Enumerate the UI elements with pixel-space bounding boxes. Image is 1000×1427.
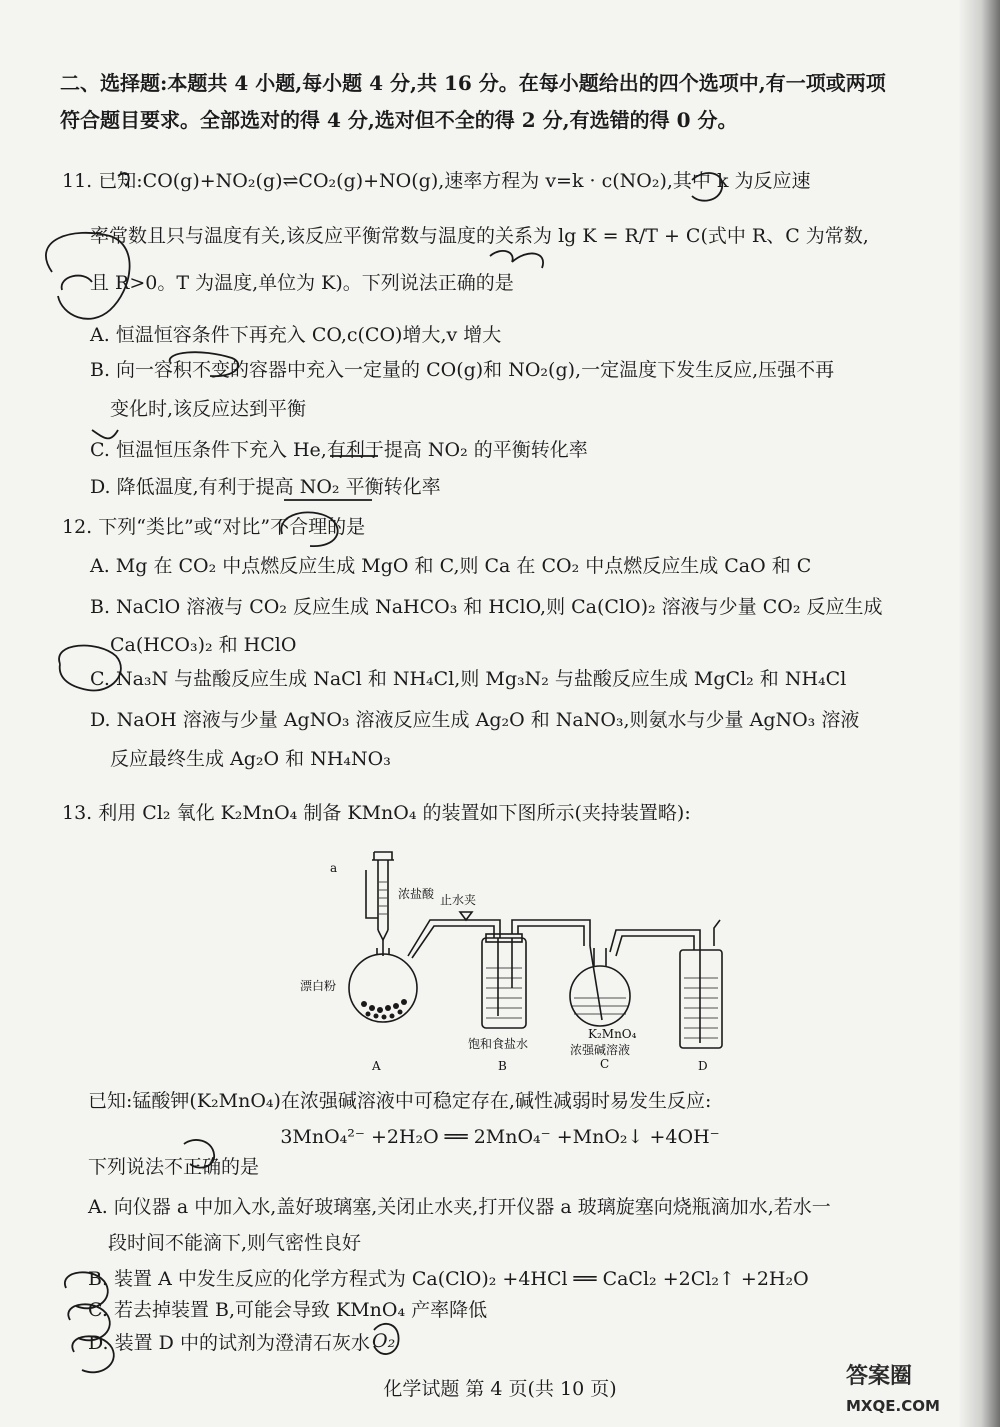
- q12-option-b-line2: Ca(HCO₃)₂ 和 HClO: [110, 634, 297, 656]
- cylinder-d: [680, 950, 722, 1048]
- q11-stem-line1: 11. 已知:CO(g)+NO₂(g)⇌CO₂(g)+NO(g),速率方程为 v=k · c(NO₂),其中 k 为反应速: [62, 170, 811, 192]
- q12-option-c: C. Na₃N 与盐酸反应生成 NaCl 和 NH₄Cl,则 Mg₃N₂ 与盐酸反应生成 MgCl₂ 和 NH₄Cl: [90, 668, 847, 690]
- section-heading-line2: 符合题目要求。全部选对的得 4 分,选对但不全的得 2 分,有选错的得 0 分。: [60, 108, 738, 132]
- q11-option-b-line2: 变化时,该反应达到平衡: [110, 398, 307, 420]
- flask-c: [570, 966, 630, 1026]
- label-alkali: 浓强碱溶液: [570, 1043, 631, 1057]
- funnel-stopper: [372, 852, 394, 860]
- apparatus-diagram: [300, 838, 740, 1073]
- handwritten-note: O₂: [372, 1330, 396, 1352]
- clamp-icon: [460, 912, 472, 920]
- q13-known-line: 已知:锰酸钾(K₂MnO₄)在浓强碱溶液中可稳定存在,碱性减弱时易发生反应:: [88, 1090, 712, 1112]
- pressure-tube: [366, 870, 378, 918]
- q12-option-d-line2: 反应最终生成 Ag₂O 和 NH₄NO₃: [110, 748, 391, 770]
- q13-option-b: B. 装置 A 中发生反应的化学方程式为 Ca(ClO)₂ +4HCl ══ CaCl₂ +2Cl₂↑ +2H₂O: [88, 1268, 809, 1290]
- label-clamp: 止水夹: [440, 893, 477, 907]
- q13-stem: 13. 利用 Cl₂ 氧化 K₂MnO₄ 制备 KMnO₄ 的装置如下图所示(夹持装置略):: [62, 802, 691, 824]
- label-D: D: [698, 1059, 708, 1073]
- q11-option-a: A. 恒温恒容条件下再充入 CO,c(CO)增大,v 增大: [90, 324, 502, 346]
- q12-option-a: A. Mg 在 CO₂ 中点燃反应生成 MgO 和 C,则 Ca 在 CO₂ 中点燃反应生成 CaO 和 C: [90, 555, 812, 577]
- q11-option-d: D. 降低温度,有利于提高 NO₂ 平衡转化率: [90, 476, 441, 498]
- q11-stem-line3: 且 R>0。T 为温度,单位为 K)。下列说法正确的是: [90, 272, 514, 294]
- q13-option-a-line2: 段时间不能滴下,则气密性良好: [108, 1232, 362, 1254]
- q11-option-c: C. 恒温恒压条件下充入 He,有利于提高 NO₂ 的平衡转化率: [90, 439, 588, 461]
- bleach-powder: [361, 999, 407, 1020]
- q12-option-b-line1: B. NaClO 溶液与 CO₂ 反应生成 NaHCO₃ 和 HClO,则 Ca(ClO)₂ 溶液与少量 CO₂ 反应生成: [90, 596, 883, 618]
- q11-stem-line2: 率常数且只与温度有关,该反应平衡常数与温度的关系为 lg K = R/T + C(式中 R、C 为常数,: [90, 225, 869, 247]
- flask-a: [349, 954, 417, 1022]
- q13-option-d: D. 装置 D 中的试剂为澄清石灰水: [88, 1332, 370, 1354]
- q13-question: 下列说法不正确的是: [88, 1156, 260, 1178]
- q12-stem: 12. 下列“类比”或“对比”不合理的是: [62, 516, 366, 538]
- scan-edge-shadow: [958, 0, 1000, 1427]
- label-a: a: [330, 861, 338, 875]
- label-saturated-brine: 饱和食盐水: [468, 1037, 529, 1051]
- funnel-a: [378, 860, 388, 930]
- label-A: A: [372, 1059, 381, 1073]
- watermark-line1: 答案圈: [846, 1364, 913, 1389]
- label-bleach: 漂白粉: [300, 979, 337, 993]
- q13-option-a-line1: A. 向仪器 a 中加入水,盖好玻璃塞,关闭止水夹,打开仪器 a 玻璃旋塞向烧瓶滴加水,若水一: [88, 1196, 831, 1218]
- watermark-line2: MXQE.COM: [846, 1397, 940, 1415]
- section-heading-line1: 二、选择题:本题共 4 小题,每小题 4 分,共 16 分。在每小题给出的四个选项中,有一项或两项: [60, 71, 886, 95]
- label-B: B: [498, 1059, 507, 1073]
- label-C: C: [600, 1057, 610, 1071]
- tick-mark-icon: [490, 251, 543, 268]
- label-k2mno4: K₂MnO₄: [588, 1027, 637, 1041]
- q12-option-d-line1: D. NaOH 溶液与少量 AgNO₃ 溶液反应生成 Ag₂O 和 NaNO₃,则氨水与少量 AgNO₃ 溶液: [90, 709, 860, 731]
- q11-option-b-line1: B. 向一容积不变的容器中充入一定量的 CO(g)和 NO₂(g),一定温度下发生反应,压强不再: [90, 359, 835, 381]
- q13-equation: 3MnO₄²⁻ +2H₂O ══ 2MnO₄⁻ +MnO₂↓ +4OH⁻: [280, 1126, 720, 1148]
- page-footer: 化学试题 第 4 页(共 10 页): [383, 1378, 617, 1400]
- q13-option-c: C. 若去掉装置 B,可能会导致 KMnO₄ 产率降低: [88, 1299, 488, 1321]
- bottle-b: [482, 938, 526, 1028]
- label-conc-hcl: 浓盐酸: [398, 887, 435, 901]
